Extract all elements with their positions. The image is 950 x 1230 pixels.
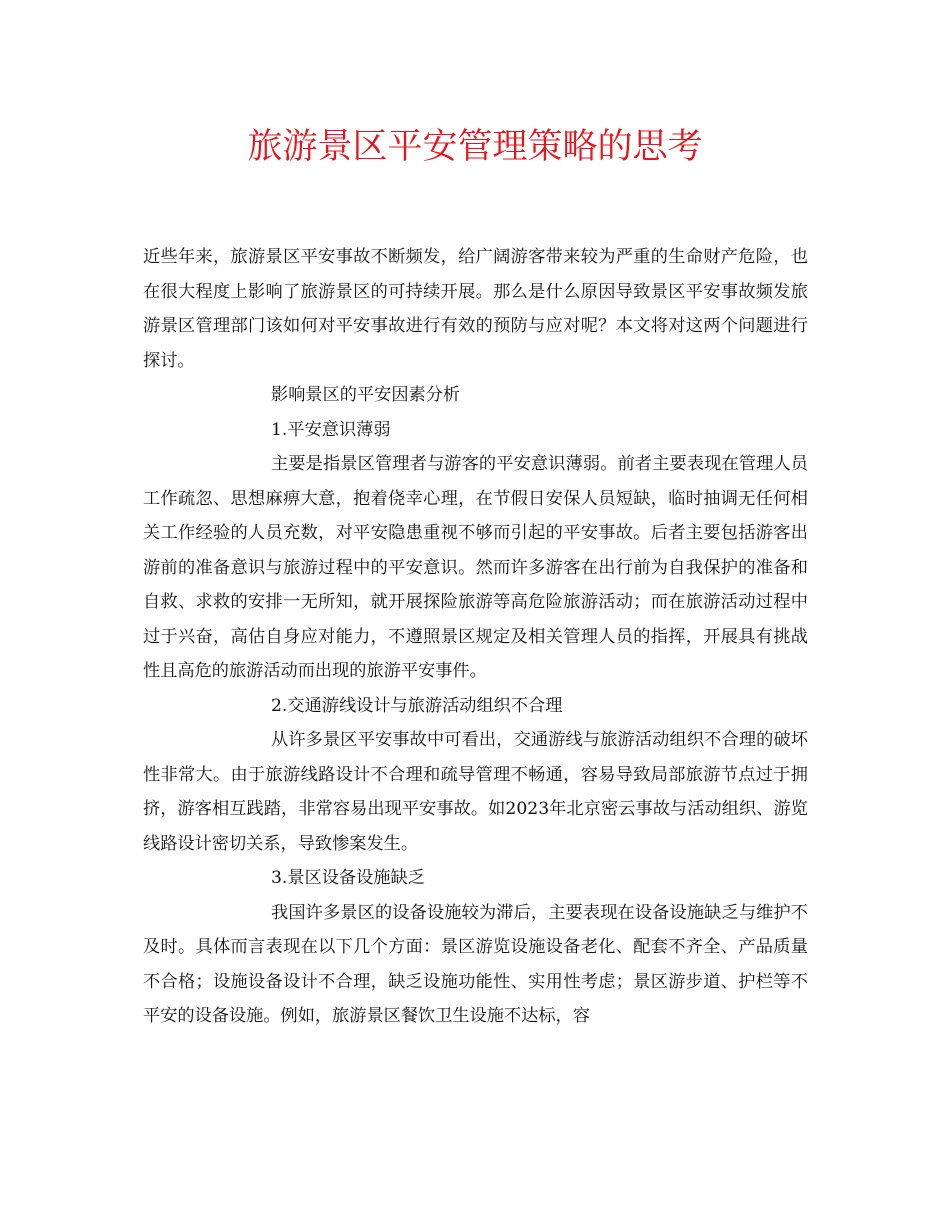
- subsection-heading-3: 3.景区设备设施缺乏: [271, 868, 425, 888]
- document-title: 旅游景区平安管理策略的思考: [247, 127, 703, 167]
- document-body: [143, 240, 808, 1034]
- body-paragraph-2: 从许多景区平安事故中可看出，交通游线与旅游活动组织不合理的破坏性非常大。由于旅游线路设计不合理和疏导管理不畅通，容易导致局部旅游节点过于拥挤，游客相互践踏，非常容易出现平安事故。如2023年北京密云事故与活动组织、游览线路设计密切关系，导致惨案发生。: [143, 730, 808, 854]
- section-heading: 影响景区的平安因素分析: [271, 385, 461, 405]
- intro-paragraph: 近些年来，旅游景区平安事故不断频发，给广阔游客带来较为严重的生命财产危险，也在很大程度上影响了旅游景区的可持续开展。那么是什么原因导致景区平安事故频发旅游景区管理部门该如何对平安事故进行有效的预防与应对呢？本文将对这两个问题进行探讨。: [143, 247, 808, 371]
- body-paragraph-1: 主要是指景区管理者与游客的平安意识薄弱。前者主要表现在管理人员工作疏忽、思想麻痹大意，抱着侥幸心理，在节假日安保人员短缺，临时抽调无任何相关工作经验的人员充数，对平安隐患重视不够而引起的平安事故。后者主要包括游客出游前的准备意识与旅游过程中的平安意识。然而许多游客在出行前为自我保护的准备和自救、求救的安排一无所知，就开展探险旅游等高危险旅游活动；而在旅游活动过程中过于兴奋，高估自身应对能力，不遵照景区规定及相关管理人员的指挥，开展具有挑战性且高危的旅游活动而出现的旅游平安事件。: [143, 454, 808, 681]
- body-paragraph-3: 我国许多景区的设备设施较为滞后，主要表现在设备设施缺乏与维护不及时。具体而言表现在以下几个方面：景区游览设施设备老化、配套不齐全、产品质量不合格；设施设备设计不合理，缺乏设施功能性、实用性考虑；景区游步道、护栏等不平安的设备设施。例如，旅游景区餐饮卫生设施不达标，容: [143, 902, 808, 1026]
- subsection-heading-1: 1.平安意识薄弱: [271, 419, 391, 440]
- subsection-heading-2: 2.交通游线设计与旅游活动组织不合理: [271, 695, 563, 716]
